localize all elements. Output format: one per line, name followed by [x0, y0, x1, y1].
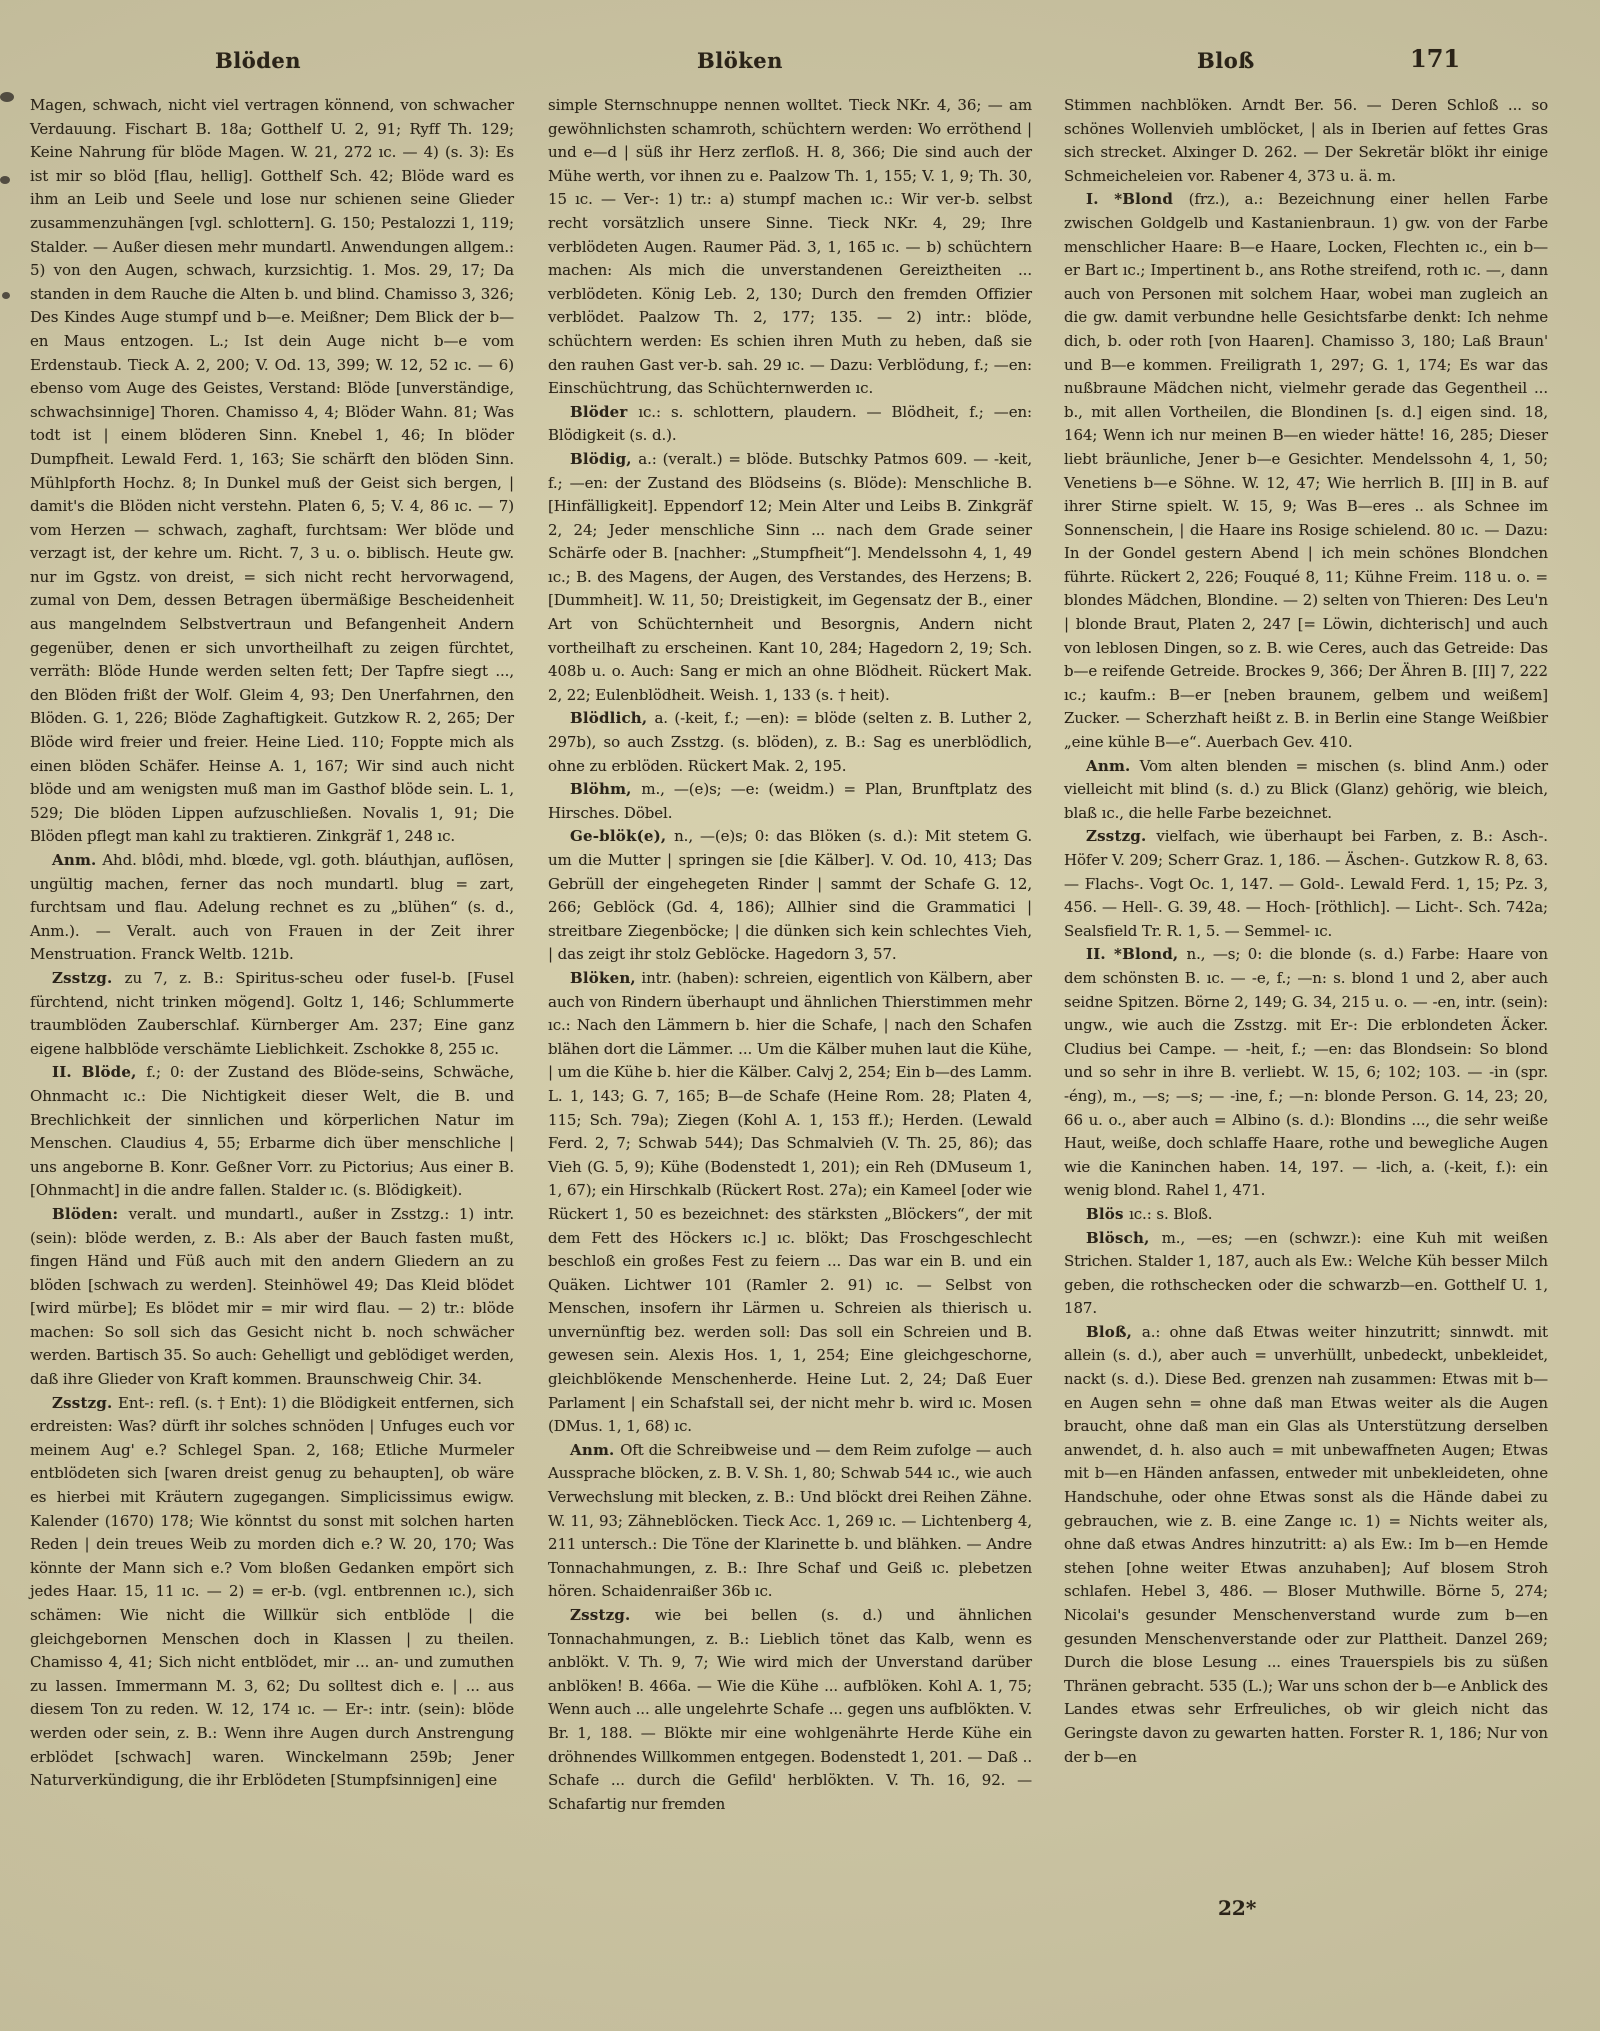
entry-paragraph	[1064, 1227, 1548, 1321]
entry-headword: Blödlich,	[570, 709, 655, 728]
entry-paragraph	[30, 849, 514, 967]
entry-text: vielfach, wie überhaupt bei Farben, z. B.: Asch-. Höfer V. 209; Scherr Graz. 1, 186. — Äschen-. Gutzkow R. 8, 63. — Flachs-. Vogt Oc. 1, 147. — Gold-. Lewald Ferd. 1, 15; Pz. 3, 456. — Hell-. G. 39, 48. — Hoch- [röthlich]. — Licht-. Sch. 742a; Sealsfield Tr. R. 1, 5. — Semmel- ıc.	[1064, 827, 1548, 940]
entry-headword: Anm.	[52, 851, 103, 869]
entry-headword: Blöken,	[570, 968, 642, 987]
entry-headword: II. Blöde,	[52, 1063, 147, 1082]
entry-paragraph	[1064, 1203, 1548, 1227]
entry-text: f.; 0: der Zustand des Blöde-seins, Schwäche, Ohnmacht ıc.: Die Nichtigkeit dieser Welt, die B. und Brechlichkeit der sinnlichen und körperlichen Natur im Menschen. Claudius 4, 55; Erbarme dich über menschliche | uns angeborne B. Konr. Geßner Vorr. zu Pictorius; Aus einer B. [Ohnmacht] in die andre fallen. Stalder ıc. (s. Blödigkeit).	[30, 1063, 514, 1200]
entry-text: n., —(e)s; 0: das Blöken (s. d.): Mit stetem G. um die Mutter | springen sie [die Kälber]. V. Od. 10, 413; Das Gebrüll der eingehegeten Rinder | sammt der Schafe G. 12, 266; Geblöck (Gd. 4, 186); Allhier sind die Grammatici | streitbare Ziegenböcke; | die dünken sich kein schlechtes Vieh, | das zeigt ihr stolz Geblöcke. Hagedorn 3, 57.	[548, 827, 1032, 964]
entry-headword: Zsstzg.	[52, 968, 125, 987]
entry-paragraph	[1064, 755, 1548, 826]
entry-headword: Blödig,	[570, 449, 639, 468]
text-column-3	[1064, 94, 1548, 1769]
entry-text: a. (-keit, f.; —en): = blöde (selten z. B. Luther 2, 297b), so auch Zsstzg. (s. blöden), z. B.: Sag es unerblödlich, ohne zu erblöden. Rückert Mak. 2, 195.	[548, 709, 1032, 775]
entry-text: m., —es; —en (schwzr.): eine Kuh mit weißen Strichen. Stalder 1, 187, auch als Ew.: Welche Küh besser Milch geben, die rothschecken oder die schwarzb—en. Gotthelf U. 1, 187.	[1064, 1228, 1548, 1318]
entry-text: zu 7, z. B.: Spiritus-scheu oder fusel-b. [Fusel fürchtend, nicht trinken mögend]. Goltz 1, 146; Schlummerte traumblöden Zauberschlaf. Kürnberger Am. 237; Eine ganz eigene halbblöde verschämte Lieblichkeit. Zschokke 8, 255 ıc.	[30, 968, 514, 1058]
entry-paragraph	[1064, 825, 1548, 943]
entry-text: a.: (veralt.) = blöde. Butschky Patmos 609. — -keit, f.; —en: der Zustand des Blödseins (s. Blöde): Menschliche B. [Hinfälligkeit]. Eppendorf 12; Mein Alter und Leibs B. Zinkgräf 2, 24; Jeder menschliche Sinn ... nach dem Grade seiner Schärfe oder B. [nachher: „Stumpfheit“]. Mendelssohn 4, 1, 49 ıc.; B. des Magens, der Augen, des Verstandes, des Herzens; B. [Dummheit]. W. 11, 50; Dreistigkeit, im Gegensatz der B., einer Art von Schüchternheit und Besorgnis, Andern nicht vortheilhaft zu erscheinen. Kant 10, 284; Hagedorn 2, 19; Sch. 408b u. o. Auch: Sang er mich an ohne Blödheit. Rückert Mak. 2, 22; Eulenblödheit. Weish. 1, 133 (s. † heit).	[548, 449, 1032, 704]
entry-text: Magen, schwach, nicht viel vertragen könnend, von schwacher Verdauung. Fischart B. 18a; Gotthelf U. 2, 91; Ryff Th. 129; Keine Nahrung für blöde Magen. W. 21, 272 ıc. — 4) (s. 3): Es ist mir so blöd [flau, hellig]. Gotthelf Sch. 42; Blöde ward es ihm an Leib und Seele und lose nur schienen seine Glieder zusammenzuhängen [vgl. schlottern]. G. 150; Pestalozzi 1, 119; Stalder. — Außer diesen mehr mundartl. Anwendungen allgem.: 5) von den Augen, schwach, kurzsichtig. 1. Mos. 29, 17; Da standen in dem Rauche die Alten b. und blind. Chamisso 3, 326; Des Kindes Auge stumpf und b—e. Meißner; Dem Blick der b—en Maus entzogen. L.; Ist dein Auge nicht b—e vom Erdenstaub. Tieck A. 2, 200; V. Od. 13, 399; W. 12, 52 ıc. — 6) ebenso vom Auge des Geistes, Verstand: Blöde [unverständige, schwachsinnige] Thoren. Chamisso 4, 4; Blöder Wahn. 81; Was todt ist | einem blöderen Sinn. Knebel 1, 46; In blöder Dumpfheit. Lewald Ferd. 1, 163; Sie schärft den blöden Sinn. Mühlpforth Hochz. 8; In Dunkel muß der Geist sich bergen, | damit's die Blöden nicht verstehn. Platen 6, 5; V. 4, 86 ıc. — 7) vom Herzen — schwach, zaghaft, furchtsam: Wer blöde und verzagt ist, der kehre um. Richt. 7, 3 u. o. biblisch. Heute gw. nur im Ggstz. von dreist, = sich nicht recht hervorwagend, zumal von Dem, dessen Betragen übermäßige Bescheidenheit aus mangelndem Selbstvertraun und Befangenheit Andern gegenüber, denen er sich unvortheilhaft zu zeigen fürchtet, verräth: Blöde Hunde werden selten fett; Der Tapfre siegt ..., den Blöden frißt der Wolf. Gleim 4, 93; Den Unerfahrnen, den Blöden. G. 1, 226; Blöde Zaghaftigkeit. Gutzkow R. 2, 265; Der Blöde wird freier und freier. Heine Lied. 110; Foppte mich als einen blöden Schäfer. Heinse A. 1, 167; Wir sind auch nicht blöde und am wenigsten muß man im Gasthof blöde sein. L. 1, 529; Die blöden Lippen aufzuschließen. Novalis 1, 91; Die Blöden pflegt man kahl zu traktieren. Zinkgräf 1, 248 ıc.	[30, 96, 514, 846]
scan-speck	[0, 176, 10, 184]
entry-paragraph	[548, 94, 1032, 401]
page-number: 171	[1410, 44, 1461, 73]
running-head-center: Blöken	[697, 48, 783, 73]
entry-text: ıc.: s. schlottern, plaudern. — Blödheit, f.; —en: Blödigkeit (s. d.).	[548, 402, 1032, 445]
entry-paragraph	[30, 1203, 514, 1392]
entry-text: a.: ohne daß Etwas weiter hinzutritt; sinnwdt. mit allein (s. d.), aber auch = unverhüllt, unbedeckt, unbekleidet, nackt (s. d.). Diese Bed. grenzen nah zusammen: Etwas mit b—en Augen sehn = ohne daß man Etwas weiter als die Augen braucht, ohne daß man ein Glas als Unterstützung derselben anwendet, d. h. also auch = mit unbewaffneten Augen; Etwas mit b—en Händen anfassen, entweder mit unbekleideten, ohne Handschuhe, oder ohne Etwas sonst als die Hände dabei zu gebrauchen, wie z. B. eine Zange ıc. 1) = Nichts weiter als, ohne daß etwas Andres hinzutritt: a) als Ew.: Im b—en Hemde stehen [ohne weiter Etwas anzuhaben]; Auf blosem Stroh schlafen. Hebel 3, 486. — Bloser Muthwille. Börne 5, 274; Nicolai's gesunder Menschenverstand wurde zum b—en gesunden Menschenverstande oder zur Plattheit. Danzel 269; Durch die blose Lesung ... eines Trauerspiels bis zu süßen Thränen gebracht. 535 (L.); War uns schon der b—e Anblick des Landes etwas sehr Erfreuliches, ob wir gleich nicht das Geringste davon zu gewarten hatten. Forster R. 1, 186; Nur von der b—en	[1064, 1322, 1548, 1766]
running-head-right: Bloß	[1197, 48, 1255, 73]
entry-text: Ent-: refl. (s. † Ent): 1) die Blödigkeit entfernen, sich erdreisten: Was? dürft ihr solches schnöden | Unfuges euch vor meinem Aug' e.? Schlegel Span. 2, 168; Etliche Murmeler entblödeten sich [waren dreist genug zu behaupten], ob wäre es hierbei mit Kräutern zugegangen. Simplicissimus ewigw. Kalender (1670) 178; Wie könntst du sonst mit solchen harten Reden | dein treues Weib zu morden dich e.? W. 20, 170; Was könnte der Mann sich e.? Vom bloßen Gedanken empört sich jedes Haar. 15, 11 ıc. — 2) = er-b. (vgl. entbrennen ıc.), sich schämen: Wie nicht die Willkür sich entblöde | die gleichgebornen Menschen doch in Klassen | zu theilen. Chamisso 4, 41; Sich nicht entblödet, mir ... an- und zumuthen zu lassen. Immermann M. 3, 62; Du solltest dich e. | ... aus diesem Ton zu reden. W. 12, 174 ıc. — Er-: intr. (sein): blöde werden oder sein, z. B.: Wenn ihre Augen durch Anstrengung erblödet [schwach] waren. Winckelmann 259b; Jener Naturverkündigung, die ihr Erblödeten [Stumpfsinnigen] eine	[30, 1393, 514, 1790]
entry-headword: I. *Blond	[1086, 190, 1189, 209]
entry-text: Vom alten blenden = mischen (s. blind Anm.) oder vielleicht mit blind (s. d.) zu Blick (Glanz) gehörig, wie bleich, blaß ıc., die helle Farbe bezeichnet.	[1064, 756, 1548, 822]
entry-text: intr. (haben): schreien, eigentlich von Kälbern, aber auch von Rindern überhaupt und ähnlichen Thierstimmen mehr ıc.: Nach den Lämmern b. hier die Schafe, | nach den Schafen blähen dort die Lämmer. ... Um die Kälber muhen laut die Kühe, | um die Kühe b. hier die Kälber. Calvj 2, 254; Ein b—des Lamm. L. 1, 143; G. 7, 165; B—de Schafe (Heine Rom. 28; Platen 4, 115; Sch. 79a); Ziegen (Kohl A. 1, 153 ff.); Herden. (Lewald Ferd. 2, 7; Schwab 544); Das Schmalvieh (V. Th. 25, 86); das Vieh (G. 5, 9); Kühe (Bodenstedt 1, 201); ein Reh (DMuseum 1, 1, 67); ein Hirschkalb (Rückert Rost. 27a); ein Kameel [oder wie Rückert 1, 50 es bezeichnet: des stärksten „Blöckers“, der mit dem Fett des Höckers ıc.] ıc. blökt; Das Froschgeschlecht beschloß ein großes Fest zu feiern ... Das war ein B. und ein Quäken. Lichtwer 101 (Ramler 2. 91) ıc. — Selbst von Menschen, insofern ihr Lärmen u. Schreien als thierisch u. unvernünftig bez. werden soll: Das soll ein Schreien und B. gewesen sein. Alexis Hos. 1, 1, 254; Eine gleichgeschorne, gleichblökende Menschenherde. Heine Lut. 2, 24; Daß Euer Parlament | ein Schafstall sei, der nicht mehr b. wird ıc. Mosen (DMus. 1, 1, 68) ıc.	[548, 968, 1032, 1436]
signature-mark: 22*	[1218, 1896, 1257, 1920]
entry-paragraph	[30, 967, 514, 1061]
entry-paragraph	[548, 778, 1032, 825]
entry-headword: Blösch,	[1086, 1228, 1162, 1247]
entry-paragraph	[1064, 94, 1548, 188]
text-column-1	[30, 94, 514, 1793]
entry-headword: Ge-blök(e),	[570, 827, 675, 846]
text-column-2	[548, 94, 1032, 1816]
entry-text: Stimmen nachblöken. Arndt Ber. 56. — Deren Schloß ... so schönes Wollenvieh umblöcket, | als in Iberien auf fettes Gras sich strecket. Alxinger D. 262. — Der Sekretär blökt ihr einige Schmeicheleien vor. Rabener 4, 373 u. ä. m.	[1064, 96, 1548, 185]
entry-text: veralt. und mundartl., außer in Zsstzg.: 1) intr. (sein): blöde werden, z. B.: Als aber der Bauch fasten mußt, fingen Händ und Füß auch mit den andern Gliedern an zu blöden [schwach zu werden]. Steinhöwel 49; Das Kleid blödet [wird mürbe]; Es blödet mir = mir wird flau. — 2) tr.: blöde machen: So soll sich das Gesicht nicht b. noch schwächer werden. Bartisch 35. So auch: Gehelligt und geblödiget werden, daß ihre Glieder von Kraft kommen. Braunschweig Chir. 34.	[30, 1204, 514, 1389]
entry-headword: Blöhm,	[570, 780, 642, 799]
entry-headword: Blöder	[570, 402, 639, 421]
entry-paragraph	[548, 448, 1032, 708]
entry-paragraph	[548, 825, 1032, 967]
entry-headword: Anm.	[570, 1440, 621, 1459]
entry-paragraph	[30, 94, 514, 849]
entry-headword: II. *Blond,	[1086, 945, 1187, 964]
entry-text: wie bei bellen (s. d.) und ähnlichen Tonnachahmungen, z. B.: Lieblich tönet das Kalb, wenn es anblökt. V. Th. 9, 7; Wie wird mich der Unverstand darüber anblöken! B. 466a. — Wie die Kühe ... aufblöken. Kohl A. 1, 75; Wenn auch ... alle ungelehrte Schafe ... gegen uns aufblökten. V. Br. 1, 188. — Blökte mir eine wohlgenährte Herde Kühe ein dröhnendes Willkommen entgegen. Bodenstedt 1, 201. — Daß .. Schafe ... durch die Gefild' herblökten. V. Th. 16, 92. — Schafartig nur fremden	[548, 1606, 1032, 1813]
entry-paragraph	[548, 707, 1032, 778]
entry-text: Oft die Schreibweise und — dem Reim zufolge — auch Aussprache blöcken, z. B. V. Sh. 1, 80; Schwab 544 ıc., wie auch Verwechslung mit blecken, z. B.: Und blöckt drei Reihen Zähne. W. 11, 93; Zähneblöcken. Tieck Acc. 1, 269 ıc. — Lichtenberg 4, 211 untersch.: Die Töne der Klarinette b. und blähken. — Andre Tonnachahmungen, z. B.: Ihre Schaf und Geiß ıc. plebetzen hören. Schaidenraißer 36b ıc.	[548, 1440, 1032, 1601]
entry-text: simple Sternschnuppe nennen wolltet. Tieck NKr. 4, 36; — am gewöhnlichsten schamroth, schüchtern werden: Wo erröthend | und e—d | süß ihr Herz zerfloß. H. 8, 366; Die sind auch der Mühe werth, vor ihnen zu e. Paalzow Th. 1, 155; V. 1, 9; Th. 30, 15 ıc. — Ver-: 1) tr.: a) stumpf machen ıc.: Wir ver-b. selbst recht vorsätzlich unsere Sinne. Tieck NKr. 4, 29; Ihre verblödeten Augen. Raumer Päd. 3, 1, 165 ıc. — b) schüchtern machen: Als mich die unverstandenen Gereiztheiten ... verblödeten. König Leb. 2, 130; Durch den fremden Offizier verblödet. Paalzow Th. 2, 177; 135. — 2) intr.: blöde, schüchtern werden: Es schien ihren Muth zu heben, daß sie den rauhen Gast ver-b. sah. 29 ıc. — Dazu: Verblödung, f.; —en: Einschüchtrung, das Schüchternwerden ıc.	[548, 96, 1032, 398]
entry-text: n., —s; 0: die blonde (s. d.) Farbe: Haare von dem schönsten B. ıc. — -e, f.; —n: s. blond 1 und 2, aber auch seidne Spitzen. Börne 2, 149; G. 34, 215 u. o. — -en, intr. (sein): ungw., wie auch die Zsstzg. mit Er-: Die erblondeten Äcker. Cludius bei Campe. — -heit, f.; —en: das Blondsein: So blond und so sehr in ihre B. verliebt. W. 15, 6; 102; 103. — -in (spr. -éng), m., —s; —s; — -ine, f.; —n: blonde Person. G. 14, 23; 20, 66 u. o., aber auch = Albino (s. d.): Blondins ..., die sehr weiße Haut, weiße, doch schlaffe Haare, rothe und bewegliche Augen wie die Kaninchen haben. 14, 197. — -lich, a. (-keit, f.): ein wenig blond. Rahel 1, 471.	[1064, 945, 1548, 1200]
entry-paragraph	[548, 1604, 1032, 1816]
entry-paragraph	[1064, 188, 1548, 754]
running-head-left: Blöden	[215, 48, 302, 73]
entry-paragraph	[1064, 943, 1548, 1203]
entry-headword: Anm.	[1086, 756, 1140, 775]
entry-text: m., —(e)s; —e: (weidm.) = Plan, Brunftplatz des Hirsches. Döbel.	[548, 780, 1032, 822]
entry-headword: Zsstzg.	[52, 1393, 118, 1412]
entry-headword: Zsstzg.	[570, 1606, 655, 1624]
entry-paragraph	[548, 967, 1032, 1439]
entry-paragraph	[548, 401, 1032, 448]
entry-paragraph	[30, 1392, 514, 1793]
entry-headword: Blöden:	[52, 1204, 129, 1223]
entry-headword: Bloß,	[1086, 1322, 1142, 1341]
entry-text: (frz.), a.: Bezeichnung einer hellen Farbe zwischen Goldgelb und Kastanienbraun. 1) gw. von der Farbe menschlicher Haare: B—e Haare, Locken, Flechten ıc., ein b—er Bart ıc.; Impertinent b., ans Rothe streifend, roth ıc. —, dann auch von Personen mit solchem Haar, wobei man zugleich an die gw. damit verbundne helle Gesichtsfarbe denkt: Ich nehme dich, b. oder roth [von Haaren]. Chamisso 3, 180; Laß Braun' und B—e kommen. Freiligrath 1, 297; G. 1, 174; Es war das nußbraune Mädchen nicht, vielmehr gerade das Gegentheil ... b., mit allen Vortheilen, die Blondinen [s. d.] eigen sind. 18, 164; Wenn ich nur meinen B—en wieder hätte! 16, 285; Dieser liebt bräunliche, Jener b—e Gesichter. Mendelssohn 4, 1, 50; Venetiens b—e Söhne. W. 12, 47; Wie herrlich B. [II] in B. auf ihrer Stirne spielt. W. 15, 9; Was B—eres .. als Schnee im Sonnenschein, | die Haare ins Rosige schielend. 80 ıc. — Dazu: In der Gondel gestern Abend | ich mein schönes Blondchen führte. Rückert 2, 226; Fouqué 8, 11; Kühne Freim. 118 u. o. = blondes Mädchen, Blondine. — 2) selten von Thieren: Des Leu'n | blonde Braut, Platen 2, 247 [= Löwin, dichterisch] und auch von leblosen Dingen, so z. B. wie Ceres, auch das Getreide: Das b—e reifende Getreide. Brockes 9, 366; Der Ähren B. [II] 7, 222 ıc.; kaufm.: B—er [neben braunem, gelbem und weißem] Zucker. — Scherzhaft heißt z. B. in Berlin eine Stange Weißbier „eine kühle B—e“. Auerbach Gev. 410.	[1064, 190, 1548, 752]
scan-speck	[0, 92, 14, 102]
entry-text: ıc.: s. Bloß.	[1129, 1204, 1213, 1223]
entry-headword: Zsstzg.	[1086, 827, 1157, 846]
entry-headword: Blös	[1086, 1204, 1130, 1223]
entry-paragraph	[548, 1439, 1032, 1604]
scan-speck	[2, 292, 10, 299]
entry-paragraph	[30, 1061, 514, 1203]
entry-paragraph	[1064, 1321, 1548, 1769]
entry-text: Ahd. blôdi, mhd. blœde, vgl. goth. bláuthjan, auflösen, ungültig machen, ferner das noch mundartl. blug = zart, furchtsam und flau. Adelung rechnet es zu „blühen“ (s. d., Anm.). — Veralt. auch von Frauen in der Zeit ihrer Menstruation. Franck Weltb. 121b.	[30, 851, 514, 964]
